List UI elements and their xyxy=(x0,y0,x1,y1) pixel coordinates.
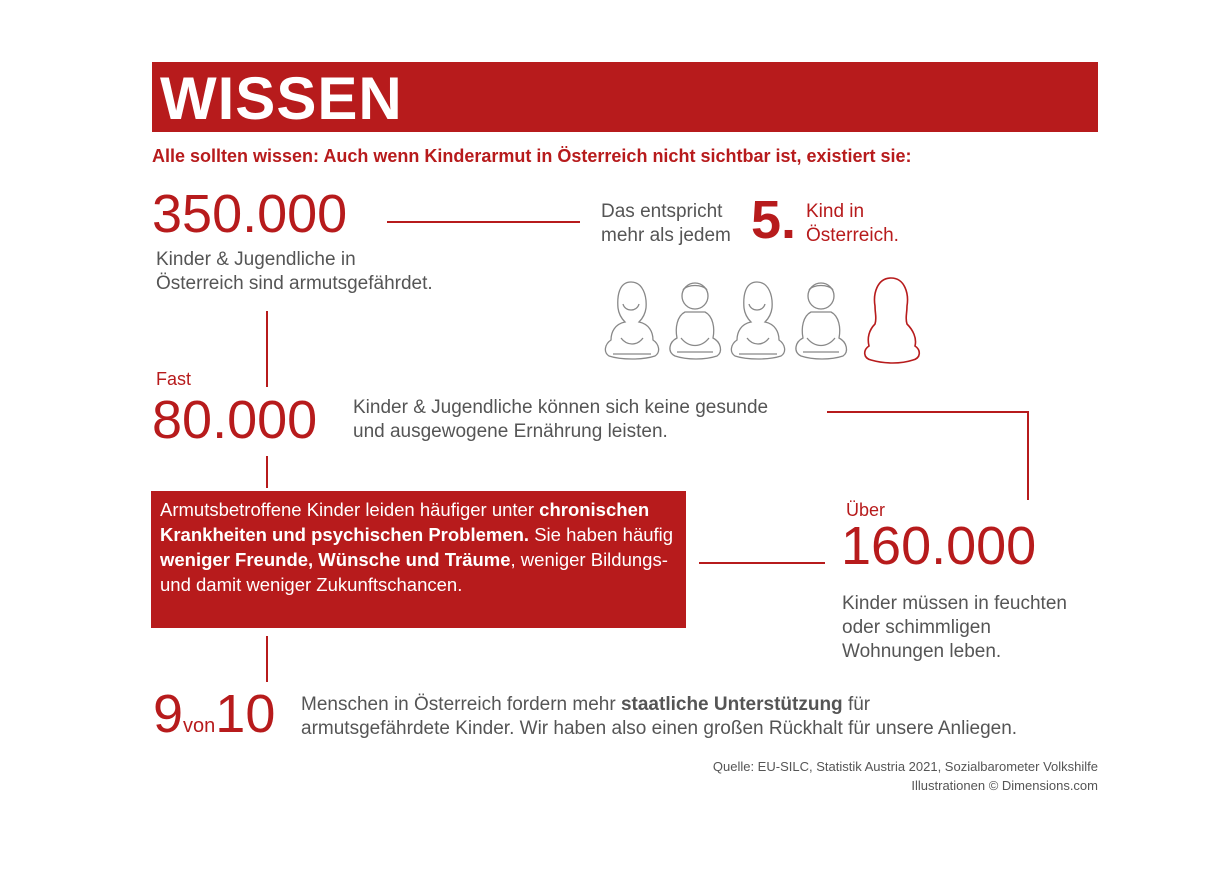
stat-350000-text-line2: Österreich sind armutsgefährdet. xyxy=(156,273,433,294)
stat-9von10-text-1: Menschen in Österreich fordern mehr xyxy=(301,694,621,715)
info-box-text-2: Sie haben häufig xyxy=(529,524,674,545)
child-sitting-icon xyxy=(796,283,847,359)
compare-suffix-line2: Österreich. xyxy=(806,225,899,246)
stat-80000-prefix: Fast xyxy=(156,369,192,389)
page-title: WISSEN xyxy=(160,65,403,132)
compare-number: 5. xyxy=(751,190,797,250)
info-box-text-1: Armutsbetroffene Kinder leiden häufiger unter xyxy=(160,499,540,520)
connector-line-5 xyxy=(266,456,268,488)
stat-80000-number: 80.000 xyxy=(152,390,318,450)
stat-9von10-von: von xyxy=(183,715,216,737)
page-subtitle: Alle sollten wissen: Auch wenn Kinderarmut in Österreich nicht sichtbar ist, existiert sie: xyxy=(152,146,912,166)
stat-160000-text-line2: oder schimmligen xyxy=(842,617,991,638)
stat-9von10-text-line2: armutsgefährdete Kinder. Wir haben also einen großen Rückhalt für unsere Anliegen. xyxy=(301,718,1018,739)
stat-80000-text xyxy=(353,396,833,444)
stat-350000-text xyxy=(156,248,516,296)
info-box-text xyxy=(160,497,680,597)
info-box-bold-1: chronischen Krankheiten und psychischen Problemen. xyxy=(160,499,650,545)
connector-line-7 xyxy=(266,636,268,682)
connector-line-4 xyxy=(1027,411,1029,500)
compare-suffix-line1: Kind in xyxy=(806,201,865,222)
stat-160000-number: 160.000 xyxy=(841,516,1037,576)
connector-line-6 xyxy=(699,562,825,564)
stat-350000-number: 350.000 xyxy=(152,184,348,244)
stat-9von10-text-line1 xyxy=(301,693,1111,717)
compare-text xyxy=(601,200,751,248)
source-footer xyxy=(600,757,1098,795)
stat-80000-text-line1: Kinder & Jugendliche können sich keine gesunde xyxy=(353,397,769,418)
info-box-bold-2: weniger Freunde, Wünsche und Träume xyxy=(160,549,511,570)
stat-160000-text xyxy=(842,592,1102,664)
credits-text: Illustrationen © Dimensions.com xyxy=(911,778,1098,793)
stat-160000-text-line3: Wohnungen leben. xyxy=(842,641,1002,662)
stat-350000-text-line1: Kinder & Jugendliche in xyxy=(156,249,356,270)
child-sitting-icon xyxy=(605,282,658,359)
stat-9von10-text xyxy=(301,693,1111,741)
child-sitting-icon xyxy=(670,283,721,359)
info-box-text-3: , weniger Bildungs- und damit weniger Zukunftschancen. xyxy=(160,549,668,595)
stat-9von10-text-2: für xyxy=(842,694,871,715)
connector-line-3 xyxy=(827,411,1029,413)
children-illustration xyxy=(595,272,930,364)
compare-suffix xyxy=(806,200,946,248)
child-silhouette-icon xyxy=(865,278,920,363)
connector-line-1 xyxy=(387,221,580,223)
stat-160000-text-line1: Kinder müssen in feuchten xyxy=(842,593,1067,614)
stat-9von10 xyxy=(153,684,275,744)
stat-9von10-num-a: 9 xyxy=(153,684,184,744)
compare-line2: mehr als jedem xyxy=(601,225,731,246)
stat-9von10-num-b: 10 xyxy=(215,684,276,744)
stat-80000-text-line2: und ausgewogene Ernährung leisten. xyxy=(353,421,668,442)
compare-line1: Das entspricht xyxy=(601,201,723,222)
stat-9von10-bold: staatliche Unterstützung xyxy=(620,694,843,715)
stat-160000-prefix: Über xyxy=(846,500,886,520)
source-text: Quelle: EU-SILC, Statistik Austria 2021, Sozialbarometer Volkshilfe xyxy=(712,759,1098,774)
child-sitting-icon xyxy=(731,282,784,359)
connector-line-2 xyxy=(266,311,268,387)
